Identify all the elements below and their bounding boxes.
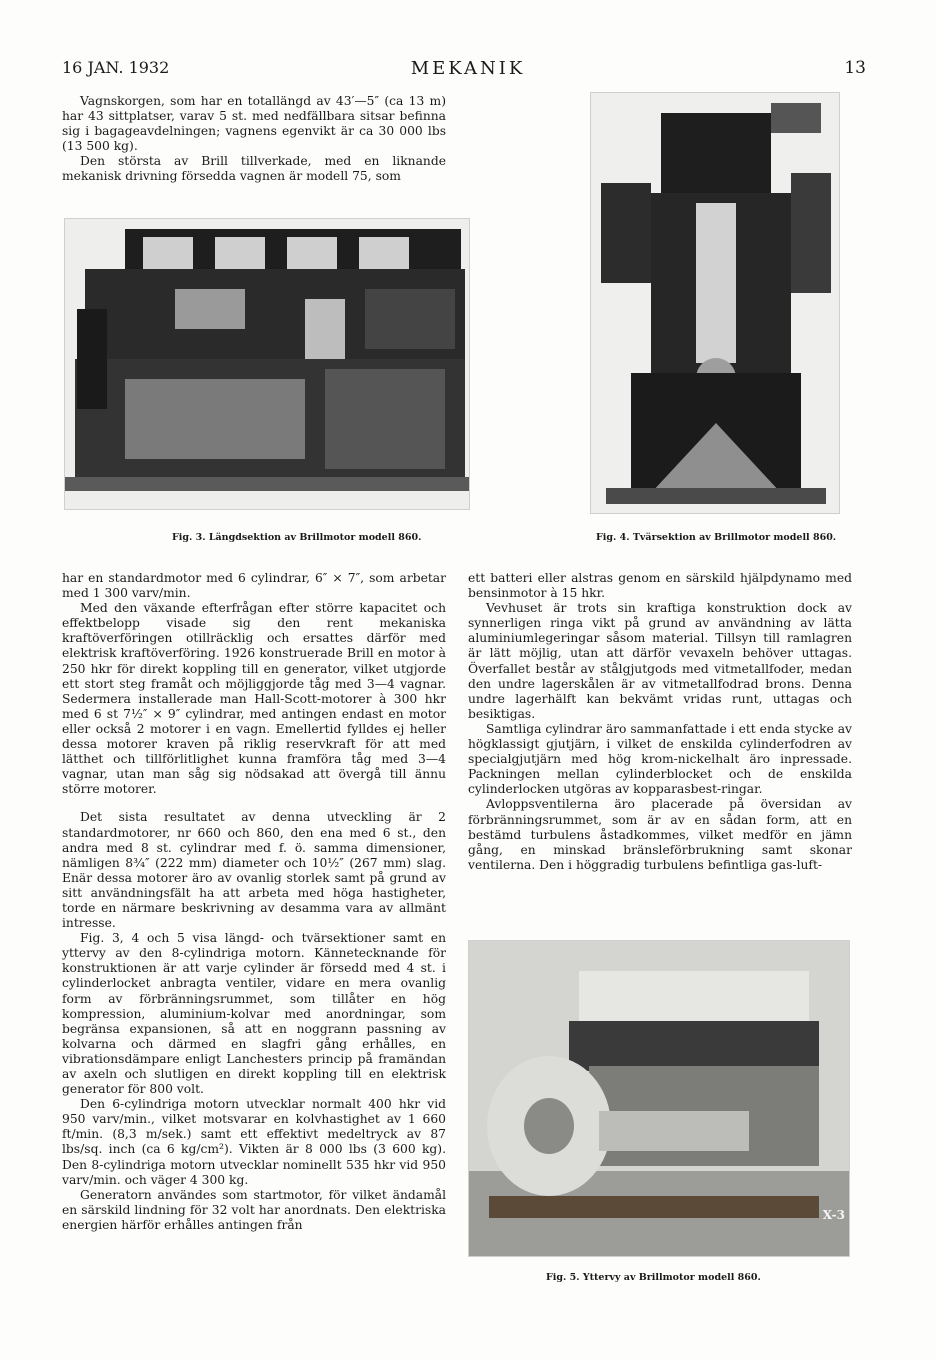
paragraph: Den 6-cylindriga motorn utvecklar normalt 400 hkr vid 950 varv/min., vilket motsvarar en kolvhastighet av 1 660 ft/min. (8,3 m/sek.) samt ett effektivt medeltryck av 87 lbs/sq. inch (ca 6 kg/cm²). Vikten är 8 000 lbs (3 600 kg). Den 8-cylindriga motorn utvecklar nominellt 535 hkr vid 950 varv/min. och väger 4 300 kg. (62, 1097, 446, 1187)
engine-longitudinal-section-image (65, 219, 469, 509)
left-column (62, 571, 446, 1233)
engine-cross-section-image (591, 93, 839, 513)
paragraph: Fig. 3, 4 och 5 visa längd- och tvärsektioner samt en yttervy av den 8-cylindriga motorn. Kännetecknande för konstruktionen är att varje cylinder är försedd med 4 st. i cylinderlocket anbragta ventiler, vidare en mera ovanlig form av förbränningsrummet, som tillåter en hög kompression, aluminium-kolvar med anordningar, som begränsa expansionen, så att en noggrann passning av kolvarna och därmed en slagfri gång erhålles, en vibrationsdämpare enligt Lanchesters princip på framändan av axeln och slutligen en direkt koppling till en elektrisk generator för 800 volt. (62, 931, 446, 1097)
paragraph: Med den växande efterfrågan efter större kapacitet och effektbelopp visade sig den rent mekaniska kraftöverföringen otillräcklig och ersattes därför med elektrisk kraftöverföring. 1926 konstruerade Brill en motor à 250 hkr för direkt koppling till en generator, vilket utgjorde ett stort steg framåt och möjliggjorde tåg med 3—4 vagnar. Sedermera installerade man Hall-Scott-motorer à 300 hkr med 6 st 7½″ × 9″ cylindrar, med antingen endast en motor eller också 2 motorer i en vagn. Emellertid fylldes ej heller dessa motorer kraven på riklig reservkraft för att med lätthet och tillförlitlighet kunna framföra tåg med 3—4 vagnar, utan man såg sig nödsakad att övergå till ännu större motorer. (62, 601, 446, 797)
engine-exterior-photo (469, 941, 849, 1256)
photo-plate-mark: X-3 (822, 1208, 845, 1222)
figure-cross-section (590, 92, 840, 514)
figure-longitudinal-section (64, 218, 470, 510)
paragraph: Generatorn användes som startmotor, för vilket ändamål en särskild lindning för 32 volt har anordnats. Den elektriska energien härför erhålles antingen från (62, 1187, 446, 1232)
paragraph: har en standardmotor med 6 cylindrar, 6″ × 7″, som arbetar med 1 300 varv/min. (62, 571, 446, 601)
paragraph: ett batteri eller alstras genom en särskild hjälpdynamo med bensinmotor à 15 hkr. (468, 571, 852, 601)
paragraph: Det sista resultatet av denna utveckling är 2 standardmotorer, nr 660 och 860, den ena med 6 st., den andra med 8 st. cylindrar med f. ö. samma dimensioner, nämligen 8¾″ (222 mm) diameter och 10½″ (267 mm) slag. Enär dessa motorer äro av ovanlig storlek samt på grund av sitt användningsfält ha att arbeta med höga hastigheter, torde en närmare beskrivning av desamma vara av allmänt intresse. (62, 810, 446, 931)
paragraph: Vagnskorgen, som har en totallängd av 43′—5″ (ca 13 m) har 43 sittplatser, varav 5 st. med nedfällbara sitsar befinna sig i bagageavdelningen; vagnens egenvikt är ca 30 000 lbs (13 500 kg). (62, 94, 446, 154)
header-date: 16 JAN. 1932 (62, 58, 170, 77)
paragraph: Avloppsventilerna äro placerade på översidan av förbränningsrummet, som är av en sådan form, att en bestämd turbulens åstadkommes, vilket medför en jämn gång, en minskad bränsleförbrukning samt skonar ventilerna. Den i höggradig turbulens befintliga gas-luft- (468, 797, 852, 872)
figure-5-caption: Fig. 5. Yttervy av Brillmotor modell 860. (546, 1272, 761, 1283)
paragraph: Den största av Brill tillverkade, med en liknande mekanisk drivning försedda vagnen är modell 75, som (62, 154, 446, 184)
right-column (468, 571, 852, 873)
journal-title: MEKANIK (410, 58, 526, 79)
top-text-block (62, 94, 446, 185)
figure-4-caption: Fig. 4. Tvärsektion av Brillmotor modell 860. (596, 532, 837, 543)
paragraph: Samtliga cylindrar äro sammanfattade i ett enda stycke av högklassigt gjutjärn, i vilket de enskilda cylinderfodren av specialgjutjärn med hög krom-nickelhalt äro inpressade. Packningen mellan cylinderblocket och de enskilda cylinderlocken utgöras av kopparasbest-ringar. (468, 721, 852, 797)
figure-exterior-view (468, 940, 850, 1257)
page-number: 13 (844, 58, 866, 78)
paragraph: Vevhuset är trots sin kraftiga konstruktion dock av synnerligen ringa vikt på grund av användning av lätta aluminiumlegeringar såsom material. Tillsyn till ramlagren är lätt möjlig, utan att därför vevaxeln behöver uttagas. Överfallet består av stålgjutgods med vitmetallfoder, medan den undre lagerskålen är av vitmetallfodrad brons. Denna undre lagerhälft kan bekvämt vridas runt, uttagas och besiktigas. (468, 601, 852, 721)
figure-3-caption: Fig. 3. Längdsektion av Brillmotor modell 860. (172, 532, 422, 543)
